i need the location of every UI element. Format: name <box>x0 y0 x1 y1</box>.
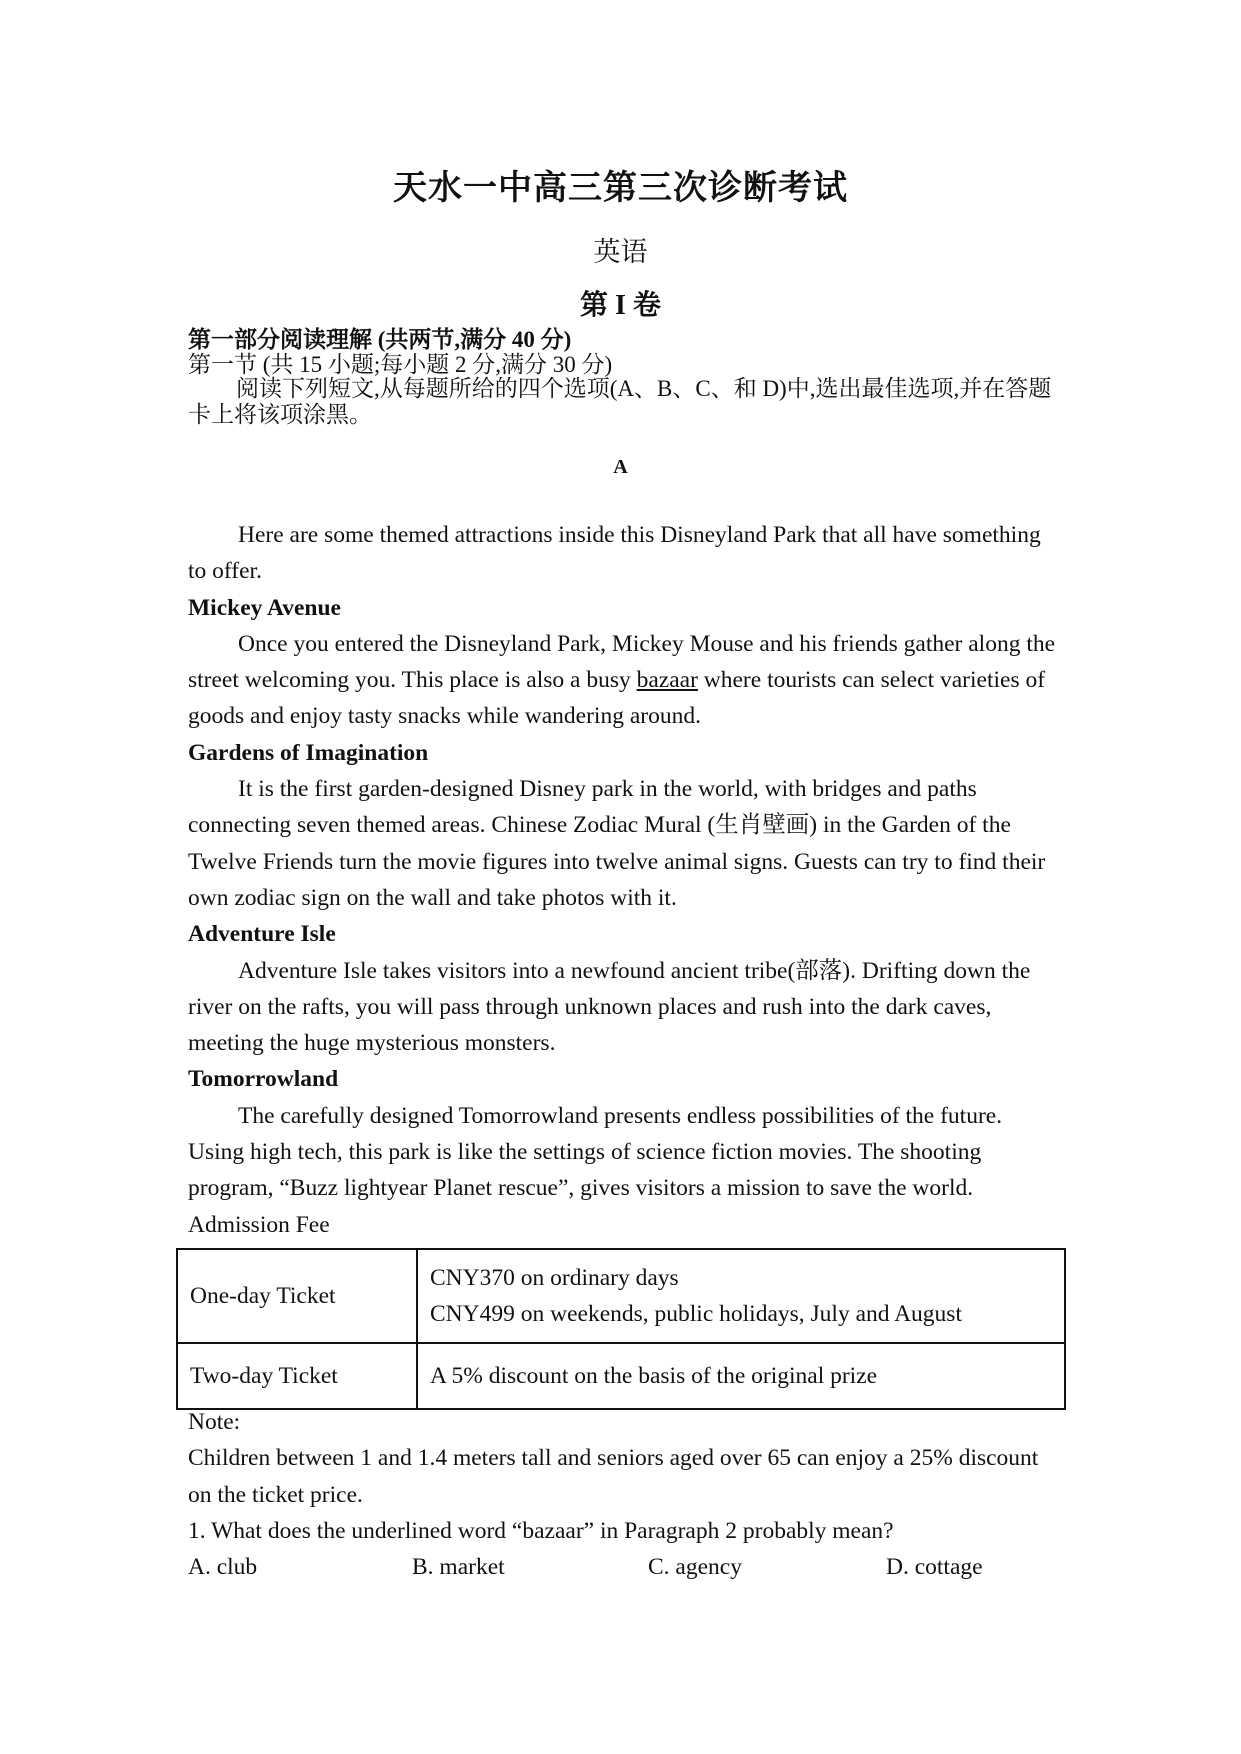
table-row <box>177 1249 1065 1343</box>
exam-subject: 英语 <box>593 237 648 267</box>
fee-label: Admission Fee <box>188 1211 330 1238</box>
price-line: CNY370 on ordinary days <box>430 1265 679 1291</box>
paragraph-text: where tourists can select varieties of goods and enjoy tasty snacks while wandering around. <box>188 667 1046 730</box>
section-heading: 第一节 (共 15 小题;每小题 2 分,满分 30 分) <box>188 352 613 377</box>
price-line: A 5% discount on the basis of the original prize <box>430 1363 878 1389</box>
paragraph-text: Once you entered the Disneyland Park, Mickey Mouse and his friends gather along the street welcoming you. This place is also a busy <box>188 630 1056 694</box>
attraction-heading: Adventure Isle <box>188 921 336 948</box>
passage-letter: A <box>613 456 628 478</box>
intro-paragraph: Here are some themed attractions inside this Disneyland Park that all have something to offer. <box>188 522 1041 585</box>
ticket-type-cell: One-day Ticket <box>177 1249 417 1343</box>
after-table <box>188 1404 1058 1585</box>
table-row <box>177 1343 1065 1409</box>
attraction-heading: Gardens of Imagination <box>188 739 429 766</box>
attraction-paragraph: It is the first garden-designed Disney park in the world, with bridges and paths connecting seven themed areas. Chinese Zodiac Mural (生肖壁画) in the Garden of the Twelve Friends turn the movie figures into twelve animal signs. Guests can try to find their own zodiac sign on the wall and take photos with it. <box>188 776 1046 911</box>
answer-options <box>188 1549 1058 1585</box>
fee-table <box>176 1248 1066 1410</box>
note-label: Note: <box>188 1409 241 1435</box>
option-c: C. agency <box>648 1554 742 1581</box>
underlined-word: bazaar <box>636 667 698 694</box>
price-cell <box>417 1343 1065 1409</box>
option-d: D. cottage <box>886 1554 983 1581</box>
attraction-paragraph: Adventure Isle takes visitors into a newfound ancient tribe(部落). Drifting down the river on the rafts, you will pass through unknown places and rush into the dark caves, meeting the huge mysterious monsters. <box>188 957 1031 1057</box>
part-heading: 第一部分阅读理解 (共两节,满分 40 分) <box>188 327 572 352</box>
passage-body <box>188 517 1058 1243</box>
question-text: 1. What does the underlined word “bazaar” in Paragraph 2 probably mean? <box>188 1517 894 1544</box>
price-line: CNY499 on weekends, public holidays, July and August <box>430 1301 962 1327</box>
attraction-heading: Mickey Avenue <box>188 594 341 621</box>
ticket-type-cell: Two-day Ticket <box>177 1343 417 1409</box>
option-a: A. club <box>188 1554 258 1581</box>
attraction-heading: Tomorrowland <box>188 1066 339 1093</box>
option-b: B. market <box>412 1554 505 1581</box>
exam-volume: 第 I 卷 <box>580 290 661 321</box>
instructions: 阅读下列短文,从每题所给的四个选项(A、B、C、和 D)中,选出最佳选项,并在答题卡上将该项涂黑。 <box>188 376 1052 427</box>
note-text: Children between 1 and 1.4 meters tall and seniors aged over 65 can enjoy a 25% discount on the ticket price. <box>188 1445 1039 1508</box>
attraction-paragraph: The carefully designed Tomorrowland presents endless possibilities of the future. Using high tech, this park is like the settings of science fiction movies. The shooting program, “Buzz lightyear Planet rescue”, gives visitors a mission to save the world. <box>188 1102 1003 1202</box>
exam-title: 天水一中高三第三次诊断考试 <box>393 170 848 207</box>
price-cell <box>417 1249 1065 1343</box>
attraction-paragraph <box>188 626 1058 735</box>
